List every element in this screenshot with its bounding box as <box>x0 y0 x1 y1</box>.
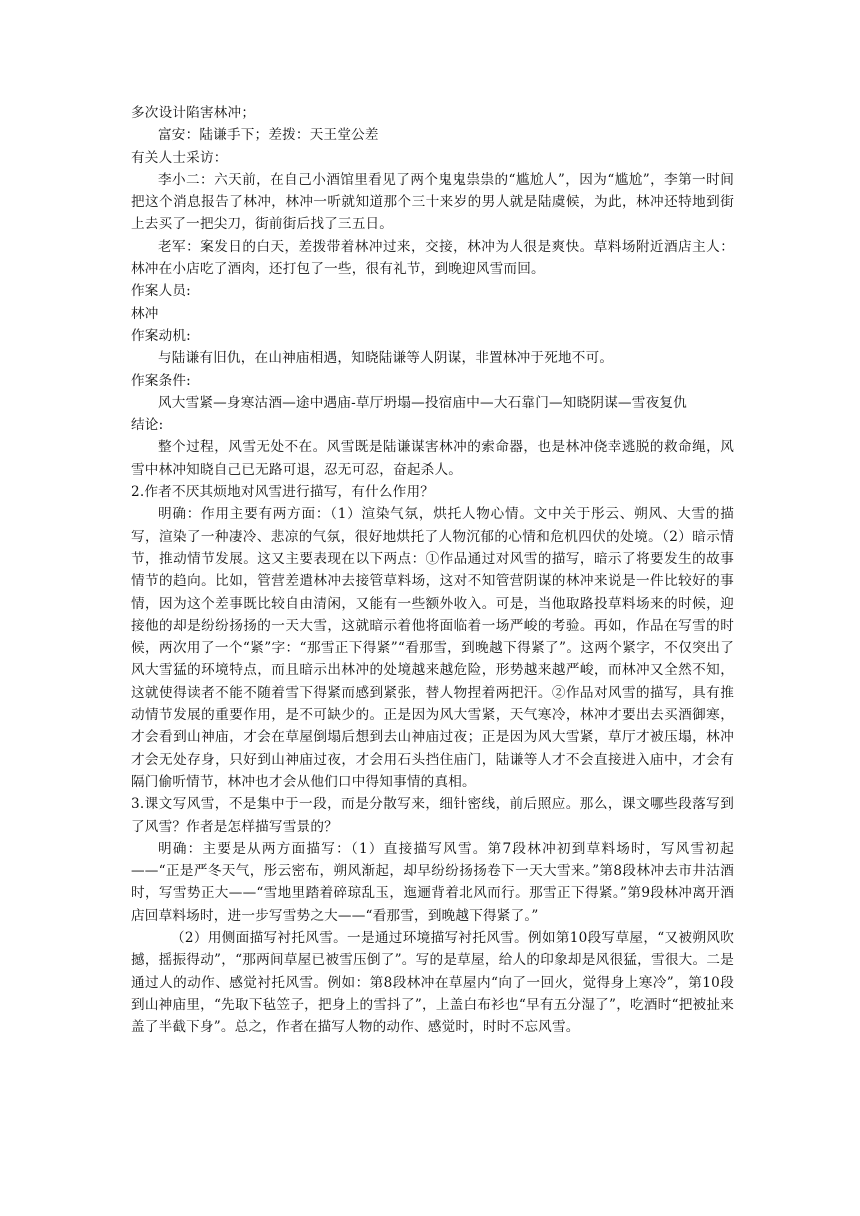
section-label: 作案人员: <box>131 283 191 300</box>
paragraph: 整个过程，风雪无处不在。风雪既是陆谦谋害林冲的索命器，也是林冲侥幸逃脱的救命绳，风雪中林冲知晓自己已无路可退，忍无可忍，奋起杀人。 <box>131 439 734 478</box>
answer-paragraph: 明确：作用主要有两方面：（1）渲染气氛，烘托人物心情。文中关于彤云、朔风、大雪的描写，渲染了一种凄冷、悲凉的气氛，很好地烘托了人物沉郁的心情和危机四伏的处境。（2）暗示情节，推动情节发展。这又主要表现在以下两点：①作品通过对风雪的描写，暗示了将要发生的故事情节的趋向。比如，管营差遣林冲去接管草料场，这对不知管营阴谋的林冲来说是一件比较好的事情，因为这个差事既比较自由清闲，又能有一些额外收入。可是，当他取路投草料场来的时候，迎接他的却是纷纷扬扬的一天大雪，这就暗示着他将面临着一场严峻的考验。再如，作品在写雪的时候，两次用了一个“紧”字：“那雪正下得紧”“看那雪，到晚越下得紧了”。这两个紧字，不仅突出了风大雪猛的环境特点，而且暗示出林冲的处境越来越危险，形势越来越严峻，而林冲又全然不知，这就使得读者不能不随着雪下得紧而感到紧张，替人物捏着两把汗。②作品对风雪的描写，具有推动情节发展的重要作用，是不可缺少的。正是因为风大雪紧，天气寒冷，林冲才要出去买酒御寒，才会看到山神庙，才会在草屋倒塌后想到去山神庙过夜；正是因为风大雪紧，草厅才被压塌，林冲才会无处存身，只好到山神庙过夜，才会用石头挡住庙门，陆谦等人才不会直接进入庙中，才会有隔门偷听情节，林冲也才会从他们口中得知事情的真相。 <box>131 506 734 790</box>
question-heading: 2.作者不厌其烦地对风雪进行描写，有什么作用？ <box>131 484 435 501</box>
section-label: 作案动机: <box>131 327 191 344</box>
answer-paragraph: （2）用侧面描写衬托风雪。一是通过环境描写衬托风雪。例如第10段写草屋，“又被朔风吹撼，摇振得动”，“那两间草屋已被雪压倒了”。写的是草屋，给人的印象却是风很猛，雪很大。二是通过人的动作、感觉衬托风雪。例如：第8段林冲在草屋内“向了一回火，觉得身上寒冷”，第10段到山神庙里，“先取下毡笠子，把身上的雪抖了”，上盖白布衫也“早有五分湿了”，吃酒时“把被扯来盖了半截下身”。总之，作者在描写人物的动作、感觉时，时时不忘风雪。 <box>131 929 734 1036</box>
section-label: 有关人士采访： <box>131 149 228 166</box>
paragraph: 李小二：六天前，在自己小酒馆里看见了两个鬼鬼祟祟的“尴尬人”，因为“尴尬”，李第一时间把这个消息报告了林冲，林冲一听就知道那个三十来岁的男人就是陆虞候，为此，林冲还特地到街上去买了一把尖刀，街前街后找了三五日。 <box>131 171 734 233</box>
answer-paragraph: 明确：主要是从两方面描写：（1）直接描写风雪。第7段林冲初到草料场时，写风雪初起——“正是严冬天气，彤云密布，朔风渐起，却早纷纷扬扬卷下一天大雪来。”第8段林冲去市井沽酒时，写雪势正大——“雪地里踏着碎琼乱玉，迤逦背着北风而行。那雪正下得紧。”第9段林冲离开酒店回草料场时，进一步写雪势之大——“看那雪，到晚越下得紧了。” <box>131 840 734 924</box>
paragraph: 多次设计陷害林冲； <box>131 105 256 121</box>
question-heading: 3.课文写风雪，不是集中于一段，而是分散写来，细针密线，前后照应。那么，课文哪些段落写到了风雪？作者是怎样描写雪景的？ <box>131 796 734 835</box>
paragraph: 富安：陆谦手下；差拨：天王堂公差 <box>158 127 379 144</box>
section-label: 结论: <box>131 417 164 434</box>
paragraph: 老军：案发日的白天，差拨带着林冲过来，交接，林冲为人很是爽快。草料场附近酒店主人：林冲在小店吃了酒肉，还打包了一些，很有礼节，到晚迎风雪而回。 <box>131 238 734 278</box>
section-label: 作案条件: <box>131 372 191 389</box>
paragraph: 风大雪紧—身寒沽酒—途中遇庙-草厅坍塌—投宿庙中—大石靠门—知晓阴谋—雪夜复仇 <box>158 394 687 411</box>
document-page <box>131 102 734 1038</box>
paragraph: 与陆谦有旧仇，在山神庙相遇，知晓陆谦等人阴谋，非置林冲于死地不可。 <box>158 350 614 367</box>
paragraph: 林冲 <box>131 305 159 322</box>
